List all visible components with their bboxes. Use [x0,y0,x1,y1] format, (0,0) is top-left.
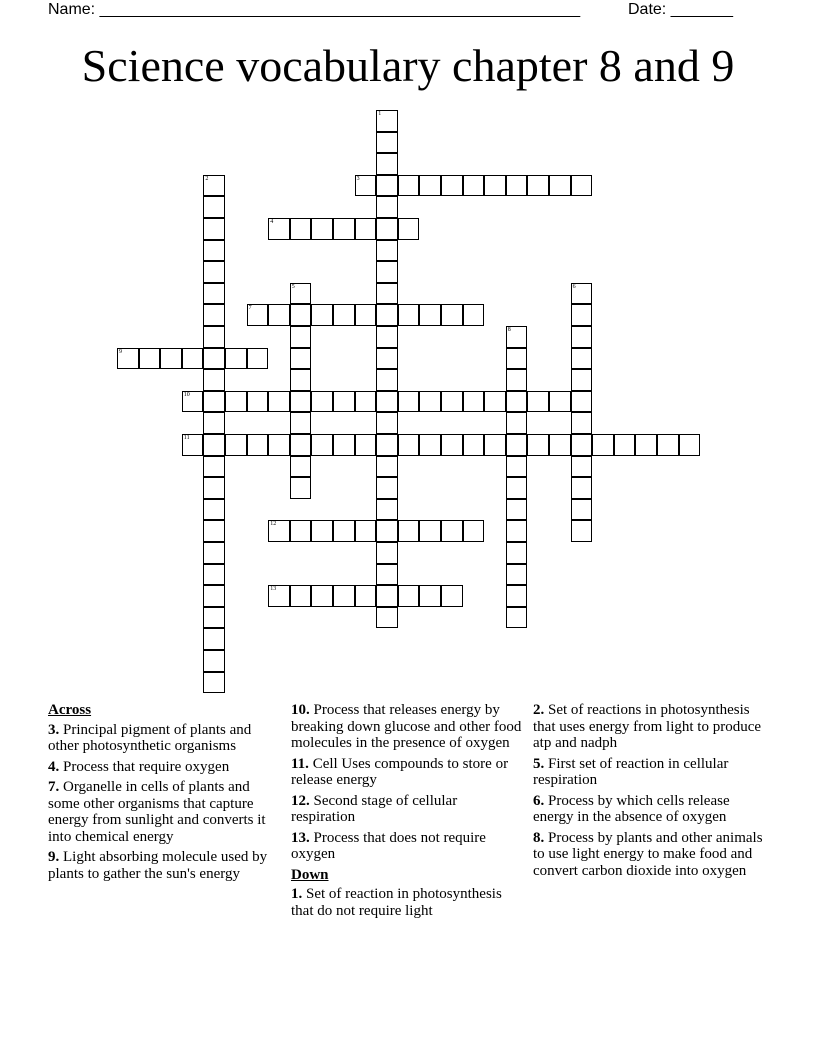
crossword-cell[interactable] [203,672,225,694]
crossword-cell[interactable] [398,391,420,413]
crossword-cell[interactable] [268,304,290,326]
crossword-cell[interactable] [376,520,398,542]
crossword-cell[interactable] [463,520,485,542]
crossword-cell[interactable] [463,175,485,197]
crossword-cell[interactable] [203,326,225,348]
crossword-cell[interactable] [527,434,549,456]
crossword-cell[interactable] [311,434,333,456]
clue-text: Set of reactions in photosynthesis that uses energy from light to produce atp and nadph [533,702,762,751]
crossword-cell[interactable] [463,391,485,413]
clue-text: First set of reaction in cellular respiration [533,755,729,788]
clue-across-12 [291,793,523,826]
crossword-cell[interactable] [571,369,593,391]
crossword-cell[interactable] [355,434,377,456]
crossword-cell[interactable] [203,261,225,283]
crossword-cell[interactable] [355,391,377,413]
clue-across-13 [291,830,523,863]
down-heading: Down [291,866,329,883]
crossword-cell[interactable] [549,434,571,456]
crossword-cell[interactable] [290,412,312,434]
crossword-cell[interactable] [571,283,593,305]
crossword-cell[interactable] [117,348,139,370]
crossword-cell[interactable] [376,542,398,564]
clue-number: 10. [291,702,310,718]
crossword-cell[interactable] [247,348,269,370]
clue-number: 5. [533,755,545,772]
clue-number: 7. [48,779,60,795]
crossword-cell[interactable] [376,153,398,175]
crossword-cell[interactable] [441,434,463,456]
cell-number: 1 [378,111,382,117]
crossword-cell[interactable] [571,391,593,413]
crossword-cell[interactable] [506,391,528,413]
crossword-cell[interactable] [506,369,528,391]
crossword-cell[interactable] [225,434,247,456]
crossword-cell[interactable] [225,391,247,413]
clue-number: 11. [291,755,309,772]
name-field[interactable]: Name: ______________________________________________________ [48,1,581,18]
crossword-cell[interactable] [203,283,225,305]
crossword-cell[interactable] [160,348,182,370]
cell-number: 7 [248,305,252,312]
clue-text: Principal pigment of plants and other photosynthetic organisms [48,721,252,754]
crossword-cell[interactable] [376,607,398,629]
crossword-cell[interactable] [376,283,398,305]
clue-across-10 [291,702,523,752]
clue-down-8 [533,830,765,880]
clue-across-9 [48,849,280,882]
crossword-cell[interactable] [290,520,312,542]
crossword-cell[interactable] [376,391,398,413]
crossword-cell[interactable] [506,412,528,434]
crossword-cell[interactable] [203,628,225,650]
clue-text: Light absorbing molecule used by plants to gather the sun's energy [48,849,268,882]
crossword-cell[interactable] [419,520,441,542]
crossword-cell[interactable] [506,607,528,629]
clue-number: 13. [291,829,310,846]
clue-number: 8. [533,829,545,846]
crossword-cell[interactable] [290,218,312,240]
crossword-cell[interactable] [247,434,269,456]
crossword-cell[interactable] [247,304,269,326]
crossword-cell[interactable] [290,585,312,607]
clue-text: Set of reaction in photosynthesis that do not require light [291,886,502,919]
crossword-cell[interactable] [506,326,528,348]
crossword-cell[interactable] [333,434,355,456]
crossword-cell[interactable] [398,520,420,542]
crossword-cell[interactable] [203,369,225,391]
clue-number: 2. [533,702,545,718]
clue-number: 9. [48,849,60,865]
crossword-cell[interactable] [203,412,225,434]
crossword-cell[interactable] [506,499,528,521]
crossword-cell[interactable] [549,175,571,197]
crossword-cell[interactable] [419,391,441,413]
crossword-cell[interactable] [333,391,355,413]
crossword-cell[interactable] [268,585,290,607]
crossword-cell[interactable] [203,456,225,478]
crossword-cell[interactable] [333,304,355,326]
crossword-cell[interactable] [376,110,398,132]
crossword-cell[interactable] [398,304,420,326]
crossword-cell[interactable] [290,369,312,391]
crossword-cell[interactable] [419,304,441,326]
crossword-cell[interactable] [571,348,593,370]
crossword-cell[interactable] [441,585,463,607]
clue-number: 12. [291,792,310,809]
crossword-cell[interactable] [441,175,463,197]
clue-text: Process that require oxygen [63,758,230,775]
crossword-cell[interactable] [592,434,614,456]
crossword-cell[interactable] [355,304,377,326]
clue-number: 4. [48,758,60,775]
clue-down-5 [533,756,765,789]
crossword-cell[interactable] [268,520,290,542]
crossword-cell[interactable] [182,434,204,456]
crossword-cell[interactable] [441,520,463,542]
crossword-cell[interactable] [139,348,161,370]
crossword-cell[interactable] [333,218,355,240]
crossword-cell[interactable] [203,585,225,607]
crossword-cell[interactable] [311,304,333,326]
crossword-cell[interactable] [506,434,528,456]
crossword-cell[interactable] [376,261,398,283]
crossword-cell[interactable] [398,585,420,607]
crossword-cell[interactable] [441,391,463,413]
crossword-cell[interactable] [182,391,204,413]
crossword-cell[interactable] [311,585,333,607]
crossword-cell[interactable] [203,477,225,499]
crossword-cell[interactable] [333,585,355,607]
crossword-cell[interactable] [290,304,312,326]
crossword-cell[interactable] [376,132,398,154]
crossword-cell[interactable] [376,412,398,434]
crossword-cell[interactable] [398,218,420,240]
crossword-cell[interactable] [614,434,636,456]
crossword-cell[interactable] [398,175,420,197]
clues-column-2 [291,702,523,923]
crossword-cell[interactable] [376,196,398,218]
crossword-cell[interactable] [203,499,225,521]
crossword-cell[interactable] [571,520,593,542]
crossword-cell[interactable] [203,607,225,629]
crossword-cell[interactable] [419,434,441,456]
crossword-cell[interactable] [376,348,398,370]
crossword-cell[interactable] [355,218,377,240]
crossword-cell[interactable] [419,175,441,197]
cell-number: 4 [270,219,274,225]
crossword-cell[interactable] [311,520,333,542]
crossword-cell[interactable] [290,434,312,456]
cell-number: 12 [270,521,277,528]
crossword-cell[interactable] [290,283,312,305]
crossword-cell[interactable] [506,564,528,586]
crossword-cell[interactable] [376,240,398,262]
clue-text: Process that releases energy by breaking down glucose and other food molecules in the presence of oxygen [291,702,522,751]
crossword-cell[interactable] [376,477,398,499]
crossword-cell[interactable] [463,304,485,326]
crossword-cell[interactable] [571,412,593,434]
crossword-cell[interactable] [268,218,290,240]
cell-number: 9 [119,348,122,355]
crossword-cell[interactable] [571,499,593,521]
clue-text: Second stage of cellular respiration [291,792,458,825]
crossword-cell[interactable] [527,175,549,197]
crossword-cell[interactable] [355,175,377,197]
cell-number: 6 [572,283,576,290]
cell-number: 13 [270,586,277,593]
clue-number: 6. [533,792,545,809]
crossword-cell[interactable] [419,585,441,607]
crossword-cell[interactable] [635,434,657,456]
crossword-cell[interactable] [203,348,225,370]
cell-number: 11 [183,435,190,441]
clue-text: Process by which cells release energy in the absence of oxygen [533,792,730,825]
crossword-cell[interactable] [268,391,290,413]
crossword-cell[interactable] [376,499,398,521]
clue-down-1 [291,886,523,919]
crossword-cell[interactable] [290,391,312,413]
clue-across-3 [48,722,280,755]
crossword-cell[interactable] [441,304,463,326]
crossword-cell[interactable] [376,564,398,586]
clue-text: Cell Uses compounds to store or release energy [291,755,509,788]
crossword-cell[interactable] [376,369,398,391]
crossword-cell[interactable] [290,348,312,370]
crossword-cell[interactable] [182,348,204,370]
crossword-cell[interactable] [203,196,225,218]
clue-text: Process that does not require oxygen [291,829,486,862]
clue-across-11 [291,756,523,789]
crossword-cell[interactable] [657,434,679,456]
date-field[interactable]: Date: _______ [628,1,733,18]
clue-across-4 [48,759,280,776]
crossword-cell[interactable] [290,456,312,478]
crossword-cell[interactable] [203,434,225,456]
cell-number: 3 [356,175,360,182]
crossword-cell[interactable] [203,240,225,262]
crossword-cell[interactable] [203,175,225,197]
crossword-cell[interactable] [376,585,398,607]
crossword-cell[interactable] [355,585,377,607]
crossword-cell[interactable] [376,175,398,197]
crossword-cell[interactable] [311,218,333,240]
cell-number: 8 [507,327,511,333]
crossword-cell[interactable] [376,434,398,456]
crossword-cell[interactable] [506,477,528,499]
crossword-cell[interactable] [203,542,225,564]
crossword-cell[interactable] [398,434,420,456]
cell-number: 2 [205,175,209,182]
crossword-cell[interactable] [203,304,225,326]
clue-across-7 [48,779,280,845]
crossword-cell[interactable] [290,477,312,499]
clues-column-1 [48,702,280,886]
clue-text: Process by plants and other animals to use light energy to make food and convert carbon dioxide into oxygen [533,829,763,879]
crossword-cell[interactable] [355,520,377,542]
crossword-cell[interactable] [311,391,333,413]
crossword-cell[interactable] [225,348,247,370]
crossword-cell[interactable] [484,175,506,197]
crossword-cell[interactable] [203,218,225,240]
crossword-cell[interactable] [203,650,225,672]
page-title: Science vocabulary chapter 8 and 9 [81,40,735,91]
across-heading: Across [48,702,92,718]
clue-down-6 [533,793,765,826]
crossword-cell[interactable] [527,391,549,413]
crossword-cell[interactable] [376,218,398,240]
crossword-cell[interactable] [506,542,528,564]
crossword-cell[interactable] [506,456,528,478]
clue-text: Organelle in cells of plants and some other organisms that capture energy from sunlight and converts it into chemical energy [48,779,266,845]
crossword-cell[interactable] [247,391,269,413]
crossword-cell[interactable] [290,326,312,348]
crossword-cell[interactable] [506,175,528,197]
clues-column-3 [533,702,765,883]
crossword-cell[interactable] [571,326,593,348]
crossword-cell[interactable] [571,304,593,326]
crossword-cell[interactable] [571,434,593,456]
crossword-cell[interactable] [376,456,398,478]
crossword-cell[interactable] [571,456,593,478]
crossword-cell[interactable] [203,391,225,413]
crossword-cell[interactable] [463,434,485,456]
crossword-cell[interactable] [203,564,225,586]
crossword-cell[interactable] [203,520,225,542]
clue-number: 1. [291,886,303,902]
crossword-cell[interactable] [268,434,290,456]
clue-down-2 [533,702,765,752]
clue-number: 3. [48,721,60,738]
crossword-cell[interactable] [506,585,528,607]
crossword-cell[interactable] [506,520,528,542]
crossword-cell[interactable] [376,326,398,348]
crossword-cell[interactable] [376,304,398,326]
crossword-cell[interactable] [484,434,506,456]
crossword-cell[interactable] [549,391,571,413]
crossword-cell[interactable] [333,520,355,542]
crossword-cell[interactable] [571,175,593,197]
cell-number: 10 [183,391,190,398]
cell-number: 5 [291,283,295,290]
crossword-cell[interactable] [506,348,528,370]
crossword-cell[interactable] [679,434,701,456]
crossword-cell[interactable] [484,391,506,413]
crossword-cell[interactable] [571,477,593,499]
